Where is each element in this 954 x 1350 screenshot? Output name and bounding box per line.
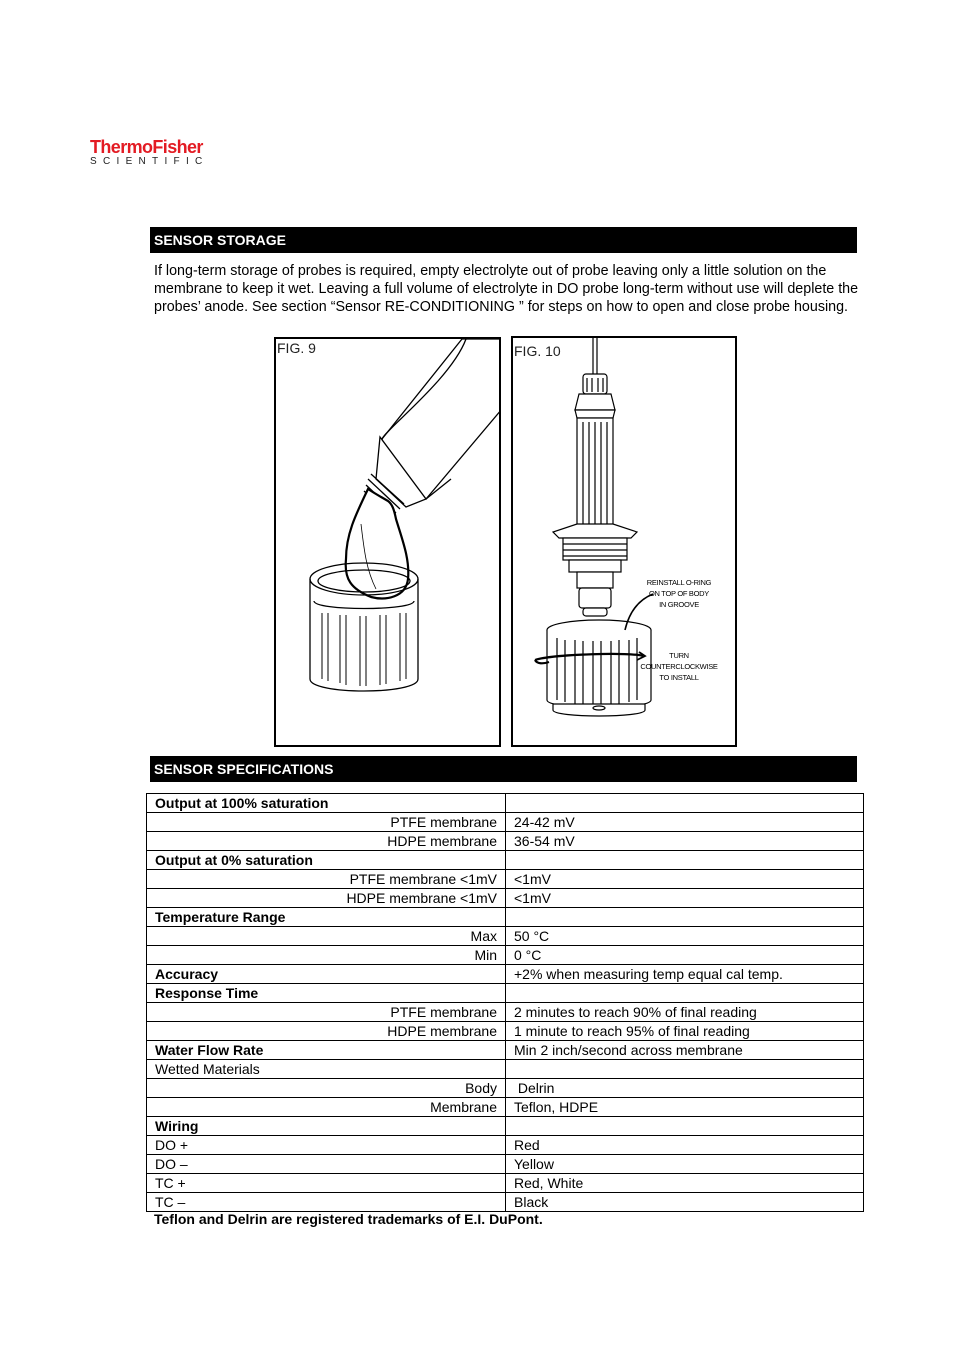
spec-value: +2% when measuring temp equal cal temp. bbox=[506, 965, 864, 984]
spec-label: Temperature Range bbox=[147, 908, 506, 927]
spec-value: 24-42 mV bbox=[506, 813, 864, 832]
spec-row bbox=[147, 965, 864, 984]
spec-row bbox=[147, 1155, 864, 1174]
spec-row bbox=[147, 794, 864, 813]
spec-value bbox=[506, 1117, 864, 1136]
spec-label: Output at 100% saturation bbox=[147, 794, 506, 813]
spec-row bbox=[147, 1098, 864, 1117]
spec-label: Output at 0% saturation bbox=[147, 851, 506, 870]
spec-value bbox=[506, 908, 864, 927]
spec-label: PTFE membrane bbox=[147, 1003, 506, 1022]
spec-value: <1mV bbox=[506, 889, 864, 908]
spec-value: Black bbox=[506, 1193, 864, 1212]
spec-row bbox=[147, 889, 864, 908]
spec-label: TC – bbox=[147, 1193, 506, 1212]
spec-row bbox=[147, 1117, 864, 1136]
figure-10 bbox=[511, 336, 737, 747]
spec-value: Min 2 inch/second across membrane bbox=[506, 1041, 864, 1060]
spec-row bbox=[147, 908, 864, 927]
oring-callout bbox=[639, 577, 719, 610]
spec-value: Red, White bbox=[506, 1174, 864, 1193]
specifications-table bbox=[146, 793, 864, 1212]
turn-callout-line-2: TO INSTALL bbox=[659, 673, 699, 682]
spec-value: Red bbox=[506, 1136, 864, 1155]
spec-label: HDPE membrane <1mV bbox=[147, 889, 506, 908]
spec-row bbox=[147, 1041, 864, 1060]
spec-value: 36-54 mV bbox=[506, 832, 864, 851]
spec-value: 1 minute to reach 95% of final reading bbox=[506, 1022, 864, 1041]
spec-label: DO – bbox=[147, 1155, 506, 1174]
specifications-table-body bbox=[147, 794, 864, 1212]
turn-callout-line-1: TURN COUNTERCLOCKWISE bbox=[640, 651, 718, 671]
spec-value: Yellow bbox=[506, 1155, 864, 1174]
spec-row bbox=[147, 1060, 864, 1079]
spec-label: Response Time bbox=[147, 984, 506, 1003]
spec-row bbox=[147, 1136, 864, 1155]
oring-callout-line-2: ON TOP OF BODY bbox=[649, 589, 709, 598]
spec-value bbox=[506, 984, 864, 1003]
spec-label: HDPE membrane bbox=[147, 832, 506, 851]
spec-row bbox=[147, 1193, 864, 1212]
spec-label: Accuracy bbox=[147, 965, 506, 984]
spec-value: 0 °C bbox=[506, 946, 864, 965]
spec-row bbox=[147, 927, 864, 946]
turn-callout bbox=[633, 650, 725, 683]
spec-value: <1mV bbox=[506, 870, 864, 889]
logo-subtitle: SCIENTIFIC bbox=[90, 156, 209, 167]
spec-value bbox=[506, 794, 864, 813]
sensor-specifications-heading: SENSOR SPECIFICATIONS bbox=[150, 756, 857, 782]
logo-wordmark: ThermoFisher bbox=[90, 137, 203, 157]
fig9-illustration bbox=[276, 339, 499, 745]
spec-row bbox=[147, 870, 864, 889]
spec-label: Water Flow Rate bbox=[147, 1041, 506, 1060]
fig10-label: FIG. 10 bbox=[514, 343, 561, 359]
spec-value bbox=[506, 851, 864, 870]
spec-row bbox=[147, 946, 864, 965]
spec-label: Body bbox=[147, 1079, 506, 1098]
spec-row bbox=[147, 813, 864, 832]
spec-label: DO + bbox=[147, 1136, 506, 1155]
spec-value bbox=[506, 1060, 864, 1079]
fig10-illustration bbox=[513, 338, 735, 745]
spec-value: 2 minutes to reach 90% of final reading bbox=[506, 1003, 864, 1022]
spec-row bbox=[147, 1022, 864, 1041]
spec-row bbox=[147, 851, 864, 870]
spec-row bbox=[147, 1003, 864, 1022]
spec-row bbox=[147, 832, 864, 851]
spec-label: Min bbox=[147, 946, 506, 965]
spec-label: Max bbox=[147, 927, 506, 946]
spec-label: Wiring bbox=[147, 1117, 506, 1136]
spec-row bbox=[147, 1174, 864, 1193]
spec-label: PTFE membrane bbox=[147, 813, 506, 832]
figure-9 bbox=[274, 337, 501, 747]
oring-callout-line-1: REINSTALL O-RING bbox=[646, 578, 712, 587]
spec-label: HDPE membrane bbox=[147, 1022, 506, 1041]
spec-label: TC + bbox=[147, 1174, 506, 1193]
spec-label: PTFE membrane <1mV bbox=[147, 870, 506, 889]
spec-row bbox=[147, 984, 864, 1003]
trademark-footnote: Teflon and Delrin are registered trademarks of E.I. DuPont. bbox=[154, 1211, 543, 1227]
thermo-fisher-logo bbox=[90, 138, 209, 167]
oring-callout-line-3: IN GROOVE bbox=[659, 600, 699, 609]
fig9-label: FIG. 9 bbox=[277, 340, 316, 356]
spec-label: Wetted Materials bbox=[147, 1060, 506, 1079]
spec-value: 50 °C bbox=[506, 927, 864, 946]
spec-row bbox=[147, 1079, 864, 1098]
spec-label: Membrane bbox=[147, 1098, 506, 1117]
spec-value: Delrin bbox=[506, 1079, 864, 1098]
storage-paragraph: If long-term storage of probes is required, empty electrolyte out of probe leaving only a little solution on the membrane to keep it wet. Leaving a full volume of electrolyte in DO probe long-term without use will deplete the probes’ anode. See section “Sensor RE-CONDITIONING ” for steps on how to open and close probe housing. bbox=[154, 263, 859, 315]
spec-value: Teflon, HDPE bbox=[506, 1098, 864, 1117]
sensor-storage-heading: SENSOR STORAGE bbox=[150, 227, 857, 253]
